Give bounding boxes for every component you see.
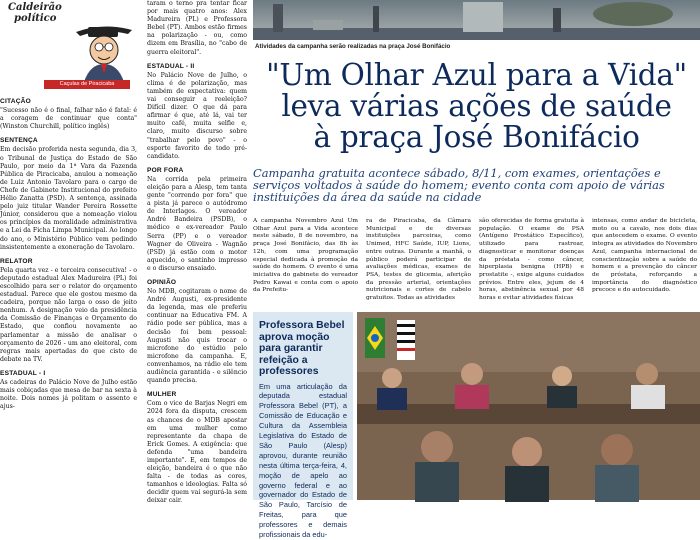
logo-title-line2: político <box>8 13 62 24</box>
article-body-col4: intensas, como andar de bicicleta, moto ou a cavalo, nos dois dias que antecedem o exame. O evento integra as atividades do Novembro Azul, campanha internacional de conscientização sobre a saúde do homem e a prevenção do câncer de próstata, reforçando a importância do diagnóstico precoce e do autocuidado. <box>592 218 697 306</box>
section-title-mulher: MULHER <box>147 391 247 399</box>
section-title-estadual-i: ESTADUAL - I <box>0 370 137 378</box>
photo-top-caption: Atividades da campanha serão realizadas na praça José Bonifácio <box>255 43 450 50</box>
column-two-lead: taram o terno pra tentar ficar por mais quatro anos: Alex Madureira (PL) e Professora Bebel (PT). Ambos estão firmes na polarização - ou, como dizem em Brasília, no "cabo de guerra eleitoral". <box>147 0 247 57</box>
meeting-photo-icon <box>357 312 700 500</box>
headline-line2: leva várias ações de saúde <box>253 91 700 122</box>
section-text-opiniao: No MDB, cogitaram o nome de André Augusti, ex-presidente da legenda, mas ele preferiu continuar na Educativa FM. A rádio pode ser pública, mas a decisão foi bem pessoal: Augusti não quis trocar o microfone do estúdio pelo microfone da campanha. E, convenhamos, na rádio ele tem audiência garantida - e silêncio quando precisa. <box>147 288 247 385</box>
section-text-citacao: "Sucesso não é o final, falhar não é fatal: é a coragem de continuar que conta" (Winston Churchill, político inglês) <box>0 107 137 131</box>
subheadline: Campanha gratuita acontece sábado, 8/11, com exames, orientações e serviços voltados à saúde do homem; evento conta com apoio de várias instituições da área da saúde na cidade <box>253 167 700 204</box>
article-body-col1: A campanha Novembro Azul Um Olhar Azul para a Vida acontece neste sábado, 8 de novembro, na praça José Bonifácio, das 8h às 12h, com uma programação especial dedicada à promoção da saúde do homem. O evento é uma iniciativa do gabinete do vereador Pedro Kawai e conta com o apoio da Prefeitu- <box>253 218 358 306</box>
logo-title-line1: Caldeirão <box>8 2 62 13</box>
plaza-photo-icon <box>253 0 700 40</box>
meeting-photo <box>357 312 700 500</box>
section-text-mulher: Com o vice de Barjas Negri em 2024 fora da disputa, crescem as chances de o MDB apostar em uma mulher como representante da chapa de Erick Gomes. A exigência: que defenda "uma bandeira importante". E, em tempos de eleição, bandeira é o que não falta - de todas as cores, tamanhos e ideologias. Falta só decidir quem vai segurá-la sem deixar cair. <box>147 400 247 505</box>
column-logo-title <box>8 2 62 24</box>
column-logo-strip: Caçulas de Piracicaba <box>44 80 130 89</box>
section-title-opiniao: OPINIÃO <box>147 279 247 287</box>
column-caldeirao-politico <box>0 0 137 500</box>
section-title-relator: RELATOR <box>0 258 137 266</box>
column-two <box>147 0 247 500</box>
section-title-por-fora: POR FORA <box>147 167 247 175</box>
headline-line3: à praça José Bonifácio <box>253 122 700 153</box>
section-title-citacao: CITAÇÃO <box>0 98 137 106</box>
main-headline <box>253 60 700 153</box>
section-title-estadual-ii: ESTADUAL - II <box>147 63 247 71</box>
section-text-sentenca: Em decisão proferida nesta segunda, dia 3, o Tribunal de Justiça do Estado de São Paulo, por meio da 1ª Vara da Fazenda Pública de Piracicaba, anulou a nomeação de Luiz Antonio Tavolaro para o cargo de Chefe de Gabinete Institucional do prefeito Hélio Zanatta (PSD). A sentença, assinada pelo juiz titular Wander Pereira Rossette Júnior, considerou que a nomeação violou os princípios da moralidade administrativa e a Lei da Ficha Limpa Municipal. Ao longo do ano, o Ministério Público vem pedindo insistentemente a exoneração de Tavolaro. <box>0 146 137 251</box>
plaza-photo <box>253 0 700 40</box>
article-body-col2: ra de Piracicaba, da Câmara Municipal e de diversas instituições parceiras, como Unimed, HFC Saúde, IUP, Lions, entre outras. Durante a manhã, o público poderá participar de avaliações médicas, exames de PSA, testes de glicemia, aferição da pressão arterial, orientações nutricionais e cortes de cabelo gratuitos. Todas as atividades <box>366 218 471 306</box>
sidebar-title: Professora Bebel aprova moção para garantir refeição a professores <box>259 320 347 378</box>
article-body-col3: são oferecidas de forma gratuita à população. O exame de PSA (Antígeno Prostático Específico), utilizado para rastrear, diagnosticar e monitorar doenças da próstata - como câncer, hiperplasia benigna (HPB) e prostatite -, exige alguns cuidados prévios. Entre eles, jejum de 4 horas, abstinência sexual por 48 horas e evitar atividades físicas <box>479 218 584 306</box>
section-text-relator: Pela quarta vez - e terceira consecutiva! - o deputado estadual Alex Madureira (PL) foi escolhido para ser o relator do orçamento estadual. Parece que ele gostou mesmo da cadeira, porque não larga o osso de jeito nenhum. A designação veio da presidência da Comissão de Finanças e Orçamento do Estado, que confiou novamente ao parlamentar a missão de analisar o orçamento de 2026 - um ano eleitoral, com regras mais apertadas do que cisto de debate na TV. <box>0 267 137 364</box>
section-title-sentenca: SENTENÇA <box>0 137 137 145</box>
sidebar-text: Em uma articulação da deputada estadual Professora Bebel (PT), a Comissão de Educação e Cultura da Assembleia Legislativa do Estado de São Paulo (Alesp) aprovou, durante reunião nesta última terça-feira, 4, moção de apelo ao governo federal e ao governador do Estado de São Paulo, Tarcísio de Freitas, para que professores e demais profissionais da edu- <box>259 382 347 540</box>
cartoon-caricature-icon <box>70 22 136 82</box>
headline-line1: "Um Olhar Azul para a Vida" <box>253 60 700 91</box>
section-text-estadual-ii: No Palácio Nove de Julho, o clima é de polarização, mas também de expectativa: quem vai conseguir a reeleição? Difícil dizer. O que dá para afirmar é que, até lá, vai ter muito café, muita selfie e, claro, muito discurso sobre "trabalhar pelo povo" - o esporte favorito de todo pré-candidato. <box>147 72 247 161</box>
section-text-por-fora: Na corrida pela primeira eleição para a Alesp, tem tanta gente "correndo por fora" que a pista já parece o autódromo de Interlagos. O vereador André Bandeira (PSDB), o médico e ex-vereador Paulo Serra (PP) e o vereador Wagner de Oliveira - Wagnão (PSD) já estão com o motor aquecido, o santinho impresso e o discurso ensaiado. <box>147 176 247 273</box>
section-text-estadual-i: As cadeiras do Palácio Nove de Julho estão mais cobiçadas que mesa de bar na sexta à noite. Dois nomes já politam o assento e ajus- <box>0 379 137 411</box>
sidebar-box <box>253 312 353 500</box>
column-logo <box>0 0 137 92</box>
